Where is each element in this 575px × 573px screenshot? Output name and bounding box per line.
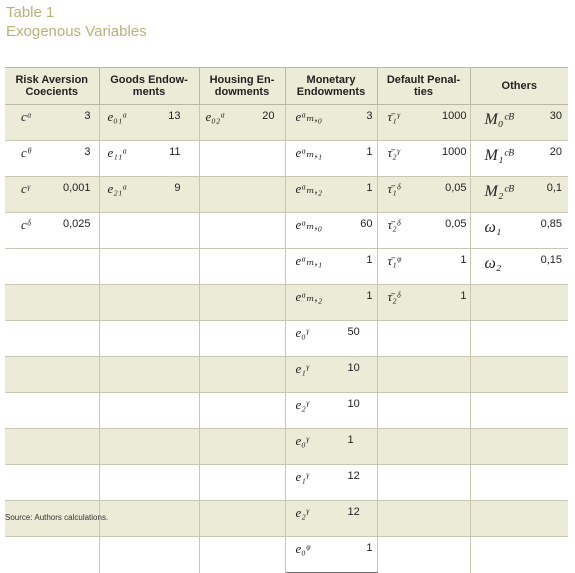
variable-symbol: e₀₂ᵅ [205,109,226,124]
cell-money [285,393,377,429]
header-monetary-endowments: Monetary Endowments [285,68,377,105]
header-risk-aversion: Risk Aversion Coecients [5,68,99,105]
cell-housing [199,429,285,465]
header-housing-endowments: Housing En-dowments [199,68,285,105]
cell-other [470,249,568,285]
variable-symbol: cᵟ [21,217,31,232]
variable-symbol: eᵅₘ,₁ [295,145,323,160]
cell-money [285,285,377,321]
table-row [5,249,568,285]
cell-goods [99,141,199,177]
variable-value: 10 [347,398,360,410]
cell-money [285,501,377,537]
variable-value: 10 [347,362,360,374]
table-row [5,465,568,501]
variable-symbol: M₀ᶜᴮ [484,111,515,128]
table-title: Exogenous Variables [6,23,147,40]
variable-value: 0,05 [445,218,467,230]
cell-housing [199,249,285,285]
cell-other [470,105,568,141]
cell-penalty [377,393,470,429]
cell-goods [99,321,199,357]
variable-symbol: τ̄₂ᵟ [387,289,401,304]
variable-symbol: e₂ᵞ [295,397,309,412]
cell-housing [199,213,285,249]
variable-value: 1 [366,290,373,302]
cell-goods [99,393,199,429]
cell-penalty [377,213,470,249]
cell-housing [199,285,285,321]
table-row [5,357,568,393]
cell-penalty [377,141,470,177]
variable-value: 3 [84,146,91,158]
cell-goods [99,285,199,321]
variable-symbol: ω₂ [484,255,502,272]
cell-goods [99,357,199,393]
cell-risk [5,213,99,249]
variable-symbol: τ̄₁ᵟ [387,181,401,196]
variable-symbol: eᵅₘ,₀ [295,109,323,124]
table-row [5,213,568,249]
variable-value: 3 [366,110,373,122]
cell-other [470,177,568,213]
cell-goods [99,537,199,573]
table-row [5,429,568,465]
variable-symbol: cᶿ [21,145,31,160]
cell-penalty [377,249,470,285]
cell-housing [199,321,285,357]
variable-value: 13 [168,110,181,122]
cell-goods [99,501,199,537]
cell-risk [5,321,99,357]
variable-value: 1 [366,542,373,554]
variable-value: 20 [262,110,275,122]
variable-symbol: e₂₁ᵅ [107,181,128,196]
variable-symbol: τ̄₁ᵠ [387,253,401,268]
variable-symbol: cᵞ [21,181,30,196]
variable-value: 1000 [442,146,467,158]
variable-symbol: τ̄₂ᵞ [387,145,400,160]
cell-penalty [377,177,470,213]
cell-risk [5,393,99,429]
variable-value: 20 [549,146,562,158]
variable-value: 0,15 [540,254,562,266]
cell-housing [199,501,285,537]
cell-risk [5,105,99,141]
cell-housing [199,141,285,177]
variable-symbol: eᵅₘ,₁ [295,253,323,268]
cell-money [285,249,377,285]
variable-symbol: e₀ᵞ [295,325,309,340]
header-goods-endowments: Goods Endow-ments [99,68,199,105]
variable-symbol: M₁ᶜᴮ [484,147,515,164]
variable-value: 3 [84,110,91,122]
variable-symbol: e₁₁ᵅ [107,145,128,160]
variable-symbol: e₁ᵞ [295,469,309,484]
variable-symbol: e₀₁ᵅ [107,109,128,124]
cell-money [285,537,377,573]
cell-housing [199,537,285,573]
variable-symbol: τ̄₂ᵟ [387,217,401,232]
variable-value: 1 [460,254,467,266]
cell-other [470,501,568,537]
variable-value: 50 [347,326,360,338]
table-row [5,177,568,213]
cell-penalty [377,537,470,573]
variable-symbol: e₂ᵞ [295,505,309,520]
cell-money [285,177,377,213]
variable-value: 0,1 [546,182,562,194]
cell-housing [199,393,285,429]
cell-penalty [377,429,470,465]
variable-value: 0,85 [540,218,562,230]
cell-other [470,393,568,429]
cell-goods [99,213,199,249]
cell-penalty [377,321,470,357]
cell-risk [5,249,99,285]
cell-other [470,429,568,465]
variable-value: 1 [366,146,373,158]
variable-value: 0,05 [445,182,467,194]
table-number: Table 1 [6,4,55,21]
exogenous-variables-table [5,67,568,573]
table-row [5,285,568,321]
cell-risk [5,429,99,465]
variable-symbol: eᵅₘ,₀ [295,217,323,232]
cell-penalty [377,285,470,321]
cell-goods [99,249,199,285]
variable-symbol: e₁ᵞ [295,361,309,376]
cell-penalty [377,105,470,141]
cell-other [470,465,568,501]
variable-symbol: eᵅₘ,₂ [295,289,323,304]
variable-value: 60 [360,218,373,230]
cell-risk [5,537,99,573]
cell-money [285,105,377,141]
header-default-penalties: Default Penal-ties [377,68,470,105]
cell-money [285,465,377,501]
variable-value: 30 [549,110,562,122]
variable-value: 1000 [442,110,467,122]
variable-symbol: M₂ᶜᴮ [484,183,515,200]
cell-other [470,537,568,573]
cell-risk [5,141,99,177]
cell-money [285,321,377,357]
variable-value: 0,001 [62,182,91,194]
variable-value: 1 [366,182,373,194]
variable-value: 0,025 [62,218,91,230]
variable-symbol: cᵅ [21,109,32,124]
source-note: Source: Authors calculations. [5,513,109,522]
cell-other [470,357,568,393]
table-row [5,321,568,357]
variable-value: 1 [460,290,467,302]
cell-other [470,213,568,249]
cell-goods [99,105,199,141]
cell-risk [5,177,99,213]
cell-housing [199,357,285,393]
table-row [5,393,568,429]
header-row [5,68,568,105]
cell-penalty [377,357,470,393]
cell-housing [199,105,285,141]
table-row [5,105,568,141]
variable-symbol: e₀ᵠ [295,541,310,556]
variable-symbol: τ̄₁ᵞ [387,109,400,124]
variable-value: 1 [347,434,354,446]
variable-value: 12 [347,506,360,518]
cell-goods [99,177,199,213]
cell-penalty [377,465,470,501]
header-others: Others [470,68,568,105]
variable-symbol: eᵅₘ,₂ [295,181,323,196]
variable-value: 9 [174,182,181,194]
variable-value: 11 [169,146,181,158]
cell-housing [199,465,285,501]
cell-goods [99,465,199,501]
cell-other [470,141,568,177]
table-row [5,537,568,573]
variable-symbol: e₀ᵞ [295,433,309,448]
cell-money [285,357,377,393]
cell-money [285,141,377,177]
variable-value: 1 [366,254,373,266]
cell-housing [199,177,285,213]
cell-other [470,321,568,357]
cell-risk [5,465,99,501]
cell-risk [5,285,99,321]
cell-penalty [377,501,470,537]
variable-value: 12 [347,470,360,482]
cell-other [470,285,568,321]
cell-goods [99,429,199,465]
cell-money [285,429,377,465]
cell-risk [5,357,99,393]
variable-symbol: ω₁ [484,219,502,236]
table-row [5,141,568,177]
cell-money [285,213,377,249]
